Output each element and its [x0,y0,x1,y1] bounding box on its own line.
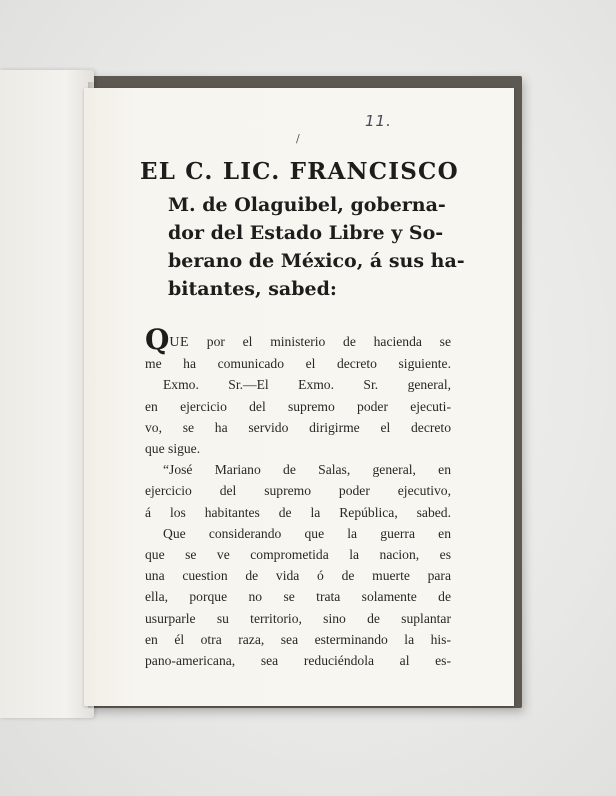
decree-body [145,323,451,671]
body-line-1 [145,323,451,356]
handwritten-page-number: 11. [365,112,392,130]
heading-line-5: bitantes, sabed: [168,278,337,300]
body-line: en él otra raza, sea esterminando la his- [145,631,451,647]
body-line: á los habitantes de la República, sabed. [145,504,451,520]
body-line: me ha comunicado el decreto siguiente. [145,356,451,372]
body-line: ella, porque no se trata solamente de [145,589,451,605]
body-line: en ejercicio del supremo poder ejecuti- [145,398,451,414]
heading-line-3: dor del Estado Libre y So- [168,222,444,244]
document-heading [140,158,465,303]
body-line: usurparle su territorio, sino de suplantar [145,610,451,626]
body-line: Exmo. Sr.—El Exmo. Sr. general, [163,377,451,393]
body-line: ejercicio del supremo poder ejecutivo, [145,483,451,499]
heading-line-4: berano de México, á sus ha- [168,250,465,272]
body-line: “José Mariano de Salas, general, en [163,462,451,478]
body-line: que sigue. [145,441,201,457]
body-line: que se ve comprometida la nacion, es [145,547,451,563]
left-page [0,70,94,718]
pencil-mark: / [296,132,300,145]
body-line: pano-americana, sea reduciéndola al es- [145,653,451,669]
heading-line-1: EL C. LIC. FRANCISCO [140,158,459,185]
body-line: una cuestion de vida ó de muerte para [145,568,451,584]
drop-cap-rest: UE [169,335,190,350]
body-line: Que considerando que la guerra en [163,525,451,541]
drop-cap: Q [145,323,170,356]
heading-line-2: M. de Olaguibel, goberna- [168,194,446,216]
body-line: vo, se ha servido dirigirme el decreto [145,419,451,435]
body-line-text: por el ministerio de hacienda se [206,334,451,349]
